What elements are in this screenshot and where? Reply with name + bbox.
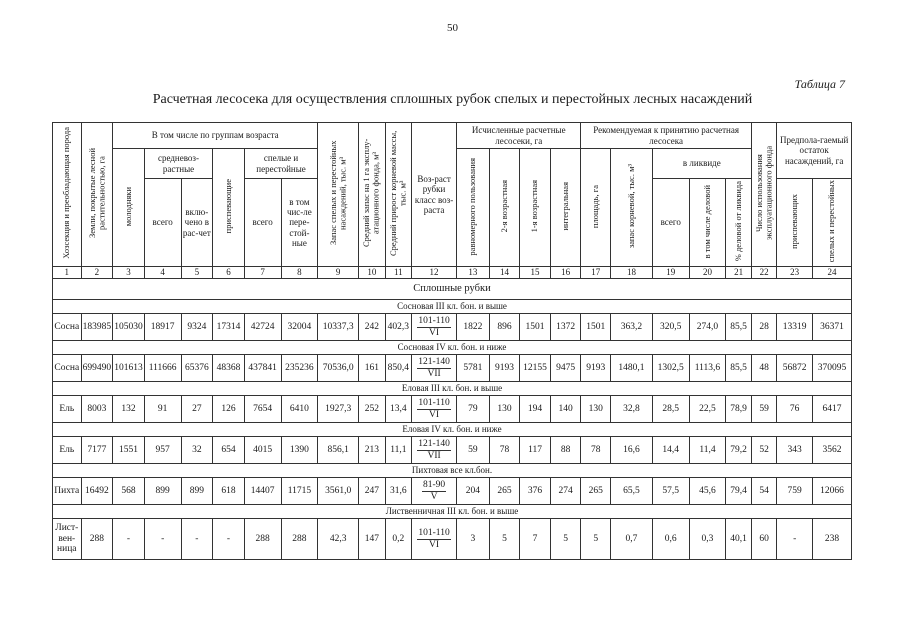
cell-c5: 9324 bbox=[181, 314, 213, 341]
column-number: 22 bbox=[751, 267, 777, 279]
column-number: 18 bbox=[611, 267, 653, 279]
cell-c11: 11,1 bbox=[385, 437, 412, 464]
header-c3: молодняки bbox=[113, 149, 145, 267]
header-c9: Запас спелых и перестойных насаждений, тыс. м³ bbox=[318, 123, 359, 267]
cell-c17: 1501 bbox=[581, 314, 611, 341]
cell-c17: 78 bbox=[581, 437, 611, 464]
species-cell: Лист-вен-ница bbox=[53, 519, 82, 560]
species-cell: Ель bbox=[53, 437, 82, 464]
cell-c15: 117 bbox=[520, 437, 551, 464]
table-row bbox=[53, 478, 852, 505]
section-title-row bbox=[53, 279, 852, 300]
cell-c10: 147 bbox=[359, 519, 386, 560]
cell-c19: 14,4 bbox=[652, 437, 689, 464]
cell-c23: 343 bbox=[777, 437, 813, 464]
cell-c3: 101613 bbox=[113, 355, 145, 382]
cell-c23: - bbox=[777, 519, 813, 560]
cell-c6: 654 bbox=[213, 437, 245, 464]
cell-c13: 3 bbox=[457, 519, 490, 560]
cell-c23: 76 bbox=[777, 396, 813, 423]
cell-c16: 1372 bbox=[550, 314, 581, 341]
cell-c16: 9475 bbox=[550, 355, 581, 382]
group-header-row bbox=[53, 382, 852, 396]
cell-c16: 140 bbox=[550, 396, 581, 423]
age-class-cell bbox=[412, 437, 457, 464]
cell-c7: 437841 bbox=[244, 355, 281, 382]
header-c13: равномерного пользования bbox=[457, 149, 490, 267]
cell-c18: 32,8 bbox=[611, 396, 653, 423]
cell-c9: 1927,3 bbox=[318, 396, 359, 423]
cell-c17: 5 bbox=[581, 519, 611, 560]
cell-c8: 288 bbox=[281, 519, 318, 560]
cell-c15: 7 bbox=[520, 519, 551, 560]
column-number: 16 bbox=[550, 267, 581, 279]
header-c22: Число использования эксплуатационного фонда bbox=[751, 123, 777, 267]
cell-c17: 265 bbox=[581, 478, 611, 505]
header-mid-age: средневоз-растные bbox=[144, 149, 212, 179]
column-number: 1 bbox=[53, 267, 82, 279]
cell-c4: 91 bbox=[144, 396, 181, 423]
age-class-cell bbox=[412, 519, 457, 560]
cell-c16: 5 bbox=[550, 519, 581, 560]
cell-c13: 59 bbox=[457, 437, 490, 464]
cell-c15: 1501 bbox=[520, 314, 551, 341]
cell-c15: 12155 bbox=[520, 355, 551, 382]
column-number: 13 bbox=[457, 267, 490, 279]
cell-c13: 5781 bbox=[457, 355, 490, 382]
species-cell: Пихта bbox=[53, 478, 82, 505]
species-cell: Сосна bbox=[53, 355, 82, 382]
cell-c18: 1480,1 bbox=[611, 355, 653, 382]
cell-c21: 79,4 bbox=[726, 478, 752, 505]
cell-c8: 11715 bbox=[281, 478, 318, 505]
column-number: 24 bbox=[813, 267, 852, 279]
cell-c24: 370095 bbox=[813, 355, 852, 382]
table-row bbox=[53, 355, 852, 382]
cell-c20: 0,3 bbox=[689, 519, 726, 560]
header-c20: в том числе деловой bbox=[689, 179, 726, 267]
cell-c24: 6417 bbox=[813, 396, 852, 423]
cell-c23: 13319 bbox=[777, 314, 813, 341]
cell-c2: 7177 bbox=[81, 437, 113, 464]
cell-c11: 13,4 bbox=[385, 396, 412, 423]
age-class: VI bbox=[429, 327, 440, 338]
cell-c21: 79,2 bbox=[726, 437, 752, 464]
age-class-cell bbox=[412, 314, 457, 341]
cell-c17: 9193 bbox=[581, 355, 611, 382]
cell-c19: 320,5 bbox=[652, 314, 689, 341]
header-c18: запас корневой, тыс. м³ bbox=[611, 149, 653, 267]
cell-c6: 48368 bbox=[213, 355, 245, 382]
column-number: 14 bbox=[489, 267, 520, 279]
species-cell: Сосна bbox=[53, 314, 82, 341]
cell-c3: 568 bbox=[113, 478, 145, 505]
cell-c22: 54 bbox=[751, 478, 777, 505]
column-number: 6 bbox=[213, 267, 245, 279]
column-number: 12 bbox=[412, 267, 457, 279]
header-liquid: в ликвиде bbox=[652, 149, 751, 179]
cutting-age: 121-140 bbox=[418, 438, 450, 449]
cell-c24: 36371 bbox=[813, 314, 852, 341]
cell-c10: 247 bbox=[359, 478, 386, 505]
cell-c5: 32 bbox=[181, 437, 213, 464]
age-fraction bbox=[417, 528, 450, 551]
cell-c10: 213 bbox=[359, 437, 386, 464]
age-fraction bbox=[417, 439, 451, 462]
column-number: 7 bbox=[244, 267, 281, 279]
cell-c18: 0,7 bbox=[611, 519, 653, 560]
age-class-cell bbox=[412, 396, 457, 423]
table-row bbox=[53, 396, 852, 423]
header-c15: 1-я возрастная bbox=[520, 149, 551, 267]
cutting-age: 101-110 bbox=[418, 397, 450, 408]
column-number: 9 bbox=[318, 267, 359, 279]
header-c11: Средний прирост корневой массы, тыс. м³ bbox=[385, 123, 412, 267]
cell-c15: 376 bbox=[520, 478, 551, 505]
cell-c19: 57,5 bbox=[652, 478, 689, 505]
header-row-1 bbox=[53, 123, 852, 149]
cell-c9: 42,3 bbox=[318, 519, 359, 560]
group-header-row bbox=[53, 341, 852, 355]
cell-c16: 88 bbox=[550, 437, 581, 464]
cell-c11: 402,3 bbox=[385, 314, 412, 341]
cell-c14: 78 bbox=[489, 437, 520, 464]
section-title: Сплошные рубки bbox=[53, 279, 852, 300]
cell-c24: 12066 bbox=[813, 478, 852, 505]
cell-c13: 204 bbox=[457, 478, 490, 505]
column-number: 17 bbox=[581, 267, 611, 279]
group-label: Сосновая III кл. бон. и выше bbox=[53, 300, 852, 314]
header-c21: % деловой от ликвида bbox=[726, 179, 752, 267]
cell-c9: 70536,0 bbox=[318, 355, 359, 382]
column-number: 21 bbox=[726, 267, 752, 279]
header-c17: площадь, га bbox=[581, 149, 611, 267]
cell-c7: 7654 bbox=[244, 396, 281, 423]
age-fraction bbox=[417, 357, 451, 380]
forest-table bbox=[52, 122, 852, 560]
cell-c15: 194 bbox=[520, 396, 551, 423]
cell-c9: 3561,0 bbox=[318, 478, 359, 505]
cell-c2: 8003 bbox=[81, 396, 113, 423]
cell-c21: 40,1 bbox=[726, 519, 752, 560]
cell-c3: 105030 bbox=[113, 314, 145, 341]
cell-c19: 1302,5 bbox=[652, 355, 689, 382]
cell-c10: 242 bbox=[359, 314, 386, 341]
cell-c5: - bbox=[181, 519, 213, 560]
table-row bbox=[53, 314, 852, 341]
cell-c18: 16,6 bbox=[611, 437, 653, 464]
cell-c13: 1822 bbox=[457, 314, 490, 341]
cell-c20: 45,6 bbox=[689, 478, 726, 505]
cell-c8: 32004 bbox=[281, 314, 318, 341]
cell-c9: 856,1 bbox=[318, 437, 359, 464]
cell-c2: 16492 bbox=[81, 478, 113, 505]
age-class: V bbox=[430, 491, 438, 502]
cell-c2: 288 bbox=[81, 519, 113, 560]
cell-c7: 4015 bbox=[244, 437, 281, 464]
column-number: 15 bbox=[520, 267, 551, 279]
header-c19: всего bbox=[652, 179, 689, 267]
cell-c5: 899 bbox=[181, 478, 213, 505]
cell-c22: 60 bbox=[751, 519, 777, 560]
column-number: 11 bbox=[385, 267, 412, 279]
cell-c13: 79 bbox=[457, 396, 490, 423]
page-number: 50 bbox=[447, 22, 458, 34]
cell-c24: 3562 bbox=[813, 437, 852, 464]
cell-c6: 618 bbox=[213, 478, 245, 505]
header-recommended: Рекомендуемая к принятию расчетная лесосека bbox=[581, 123, 751, 149]
header-ripe: спелые и перестойные bbox=[244, 149, 318, 179]
header-c4: всего bbox=[144, 179, 181, 267]
cell-c14: 265 bbox=[489, 478, 520, 505]
cell-c24: 238 bbox=[813, 519, 852, 560]
header-c7: всего bbox=[244, 179, 281, 267]
cell-c22: 28 bbox=[751, 314, 777, 341]
cell-c10: 161 bbox=[359, 355, 386, 382]
cell-c11: 31,6 bbox=[385, 478, 412, 505]
group-header-row bbox=[53, 505, 852, 519]
header-remain: Предпола-гаемый остаток насаждений, га bbox=[777, 123, 852, 179]
cell-c2: 183985 bbox=[81, 314, 113, 341]
cell-c20: 274,0 bbox=[689, 314, 726, 341]
cutting-age: 101-110 bbox=[418, 527, 450, 538]
cell-c11: 0,2 bbox=[385, 519, 412, 560]
cell-c23: 759 bbox=[777, 478, 813, 505]
cell-c18: 65,5 bbox=[611, 478, 653, 505]
header-c8: в том чис-ле пере-стой-ные bbox=[281, 179, 318, 267]
cell-c8: 6410 bbox=[281, 396, 318, 423]
cell-c14: 130 bbox=[489, 396, 520, 423]
cell-c16: 274 bbox=[550, 478, 581, 505]
cell-c7: 14407 bbox=[244, 478, 281, 505]
cell-c20: 11,4 bbox=[689, 437, 726, 464]
column-number: 4 bbox=[144, 267, 181, 279]
species-cell: Ель bbox=[53, 396, 82, 423]
group-label: Сосновая IV кл. бон. и ниже bbox=[53, 341, 852, 355]
cell-c20: 1113,6 bbox=[689, 355, 726, 382]
age-fraction bbox=[422, 480, 446, 503]
cell-c21: 85,5 bbox=[726, 314, 752, 341]
column-number: 5 bbox=[181, 267, 213, 279]
cell-c18: 363,2 bbox=[611, 314, 653, 341]
cell-c6: 17314 bbox=[213, 314, 245, 341]
column-number: 3 bbox=[113, 267, 145, 279]
cell-c4: - bbox=[144, 519, 181, 560]
cell-c21: 78,9 bbox=[726, 396, 752, 423]
cell-c2: 699490 bbox=[81, 355, 113, 382]
column-number-row bbox=[53, 267, 852, 279]
cell-c5: 65376 bbox=[181, 355, 213, 382]
age-fraction bbox=[417, 316, 450, 339]
cell-c10: 252 bbox=[359, 396, 386, 423]
age-class: VI bbox=[429, 409, 440, 420]
header-c14: 2-я возрастная bbox=[489, 149, 520, 267]
cell-c11: 850,4 bbox=[385, 355, 412, 382]
header-group-age: В том числе по группам возраста bbox=[113, 123, 318, 149]
column-number: 20 bbox=[689, 267, 726, 279]
cell-c7: 42724 bbox=[244, 314, 281, 341]
cell-c4: 957 bbox=[144, 437, 181, 464]
cell-c4: 899 bbox=[144, 478, 181, 505]
cell-c17: 130 bbox=[581, 396, 611, 423]
column-number: 23 bbox=[777, 267, 813, 279]
header-calc: Исчисленные расчетные лесосеки, га bbox=[457, 123, 581, 149]
cutting-age: 121-140 bbox=[418, 356, 450, 367]
cell-c21: 85,5 bbox=[726, 355, 752, 382]
header-c24: спелых и перестойных bbox=[813, 179, 852, 267]
age-fraction bbox=[417, 398, 450, 421]
cell-c23: 56872 bbox=[777, 355, 813, 382]
age-class-cell bbox=[412, 355, 457, 382]
group-label: Лиственничная III кл. бон. и выше bbox=[53, 505, 852, 519]
group-label: Еловая IV кл. бон. и ниже bbox=[53, 423, 852, 437]
cell-c8: 1390 bbox=[281, 437, 318, 464]
cell-c3: - bbox=[113, 519, 145, 560]
cell-c14: 5 bbox=[489, 519, 520, 560]
table-title: Расчетная лесосека для осуществления сплошных рубок спелых и перестойных лесных насаждений bbox=[152, 92, 753, 107]
cell-c19: 0,6 bbox=[652, 519, 689, 560]
group-header-row bbox=[53, 464, 852, 478]
cutting-age: 101-110 bbox=[418, 315, 450, 326]
groups-body bbox=[53, 300, 852, 560]
column-number: 2 bbox=[81, 267, 113, 279]
header-c1: Хозсекция и преобладающая порода bbox=[53, 123, 82, 267]
column-number: 10 bbox=[359, 267, 386, 279]
cell-c22: 59 bbox=[751, 396, 777, 423]
header-c6: приспевающие bbox=[213, 149, 245, 267]
header-c2: Земли, покрытые лесной растительностью, га bbox=[81, 123, 113, 267]
age-class: VI bbox=[429, 539, 440, 550]
cell-c14: 9193 bbox=[489, 355, 520, 382]
age-class: VII bbox=[427, 368, 441, 379]
cell-c7: 288 bbox=[244, 519, 281, 560]
group-label: Еловая III кл. бон. и выше bbox=[53, 382, 852, 396]
cell-c5: 27 bbox=[181, 396, 213, 423]
cell-c22: 52 bbox=[751, 437, 777, 464]
column-number: 8 bbox=[281, 267, 318, 279]
cell-c6: 126 bbox=[213, 396, 245, 423]
cell-c3: 1551 bbox=[113, 437, 145, 464]
group-header-row bbox=[53, 423, 852, 437]
header-c12: Воз-раст рубки класс воз-раста bbox=[412, 123, 457, 267]
cutting-age: 81-90 bbox=[422, 479, 446, 490]
table-label: Таблица 7 bbox=[794, 77, 845, 91]
cell-c4: 111666 bbox=[144, 355, 181, 382]
cell-c6: - bbox=[213, 519, 245, 560]
age-class-cell bbox=[412, 478, 457, 505]
cell-c20: 22,5 bbox=[689, 396, 726, 423]
cell-c3: 132 bbox=[113, 396, 145, 423]
header-c16: интегральная bbox=[550, 149, 581, 267]
header-c5: вклю-чено в рас-чет bbox=[181, 179, 213, 267]
table-row bbox=[53, 519, 852, 560]
cell-c8: 235236 bbox=[281, 355, 318, 382]
header-c10: Средний запас на 1 га эксплу-атационного фонда, м³ bbox=[359, 123, 386, 267]
group-label: Пихтовая все кл.бон. bbox=[53, 464, 852, 478]
column-number: 19 bbox=[652, 267, 689, 279]
cell-c4: 18917 bbox=[144, 314, 181, 341]
cell-c19: 28,5 bbox=[652, 396, 689, 423]
header-c23: приспевающих bbox=[777, 179, 813, 267]
cell-c22: 48 bbox=[751, 355, 777, 382]
group-header-row bbox=[53, 300, 852, 314]
table-row bbox=[53, 437, 852, 464]
age-class: VII bbox=[427, 450, 441, 461]
cell-c9: 10337,3 bbox=[318, 314, 359, 341]
cell-c14: 896 bbox=[489, 314, 520, 341]
